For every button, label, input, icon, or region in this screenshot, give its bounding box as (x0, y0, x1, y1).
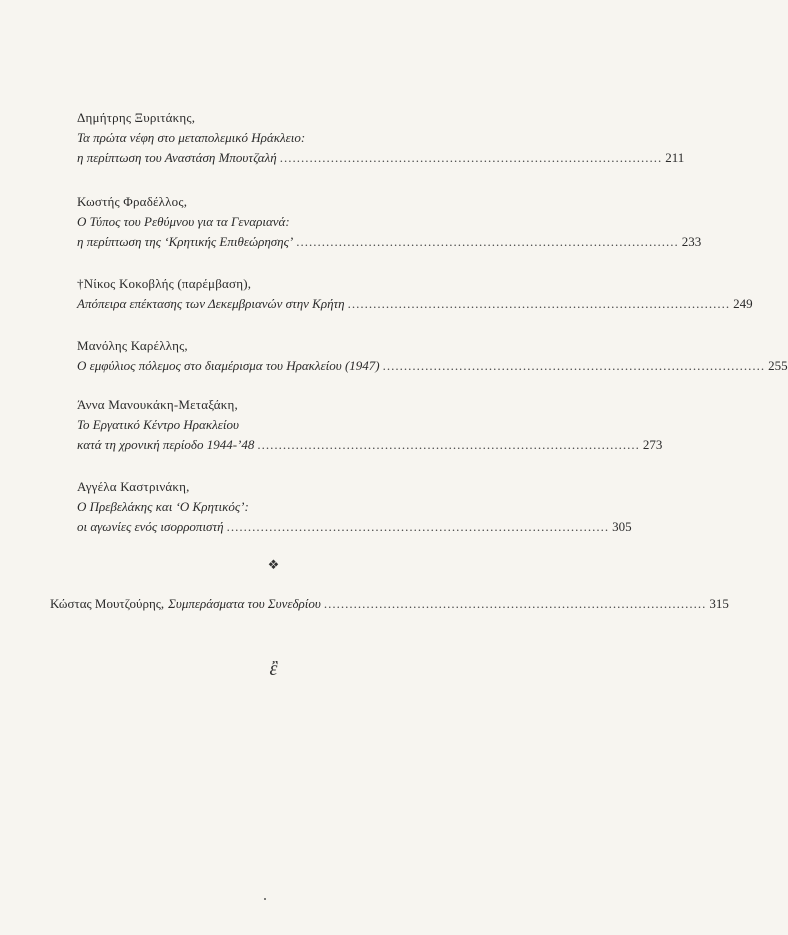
end-mark: ἒ (269, 658, 278, 680)
entry-author: Κωστής Φραδέλλος, (77, 194, 188, 209)
entry-last-line (77, 435, 663, 455)
page-number: 305 (612, 519, 632, 534)
page-number: 211 (665, 150, 685, 165)
page-number: 273 (642, 437, 663, 452)
leader-dots: .......................................................................................... (296, 234, 679, 249)
entry-author: Αγγέλα Καστρινάκη, (77, 479, 190, 494)
entry-author: Μανόλης Καρέλλης, (77, 338, 188, 353)
entry-author: Άννα Μανουκάκη-Μεταξάκη, (77, 397, 238, 412)
entry-title-line: Τα πρώτα νέφη στο μεταπολεμικό Ηράκλειο: (77, 130, 306, 145)
leader-dots: .......................................................................................... (257, 437, 640, 452)
entry-last-line (77, 517, 632, 537)
entry-title-end: κατά τη χρονική περίοδο 1944-’48 (77, 437, 255, 452)
leader-dots: .......................................................................................... (279, 150, 663, 165)
toc-entry-conclusions (50, 594, 729, 614)
toc-entry (77, 274, 753, 314)
entry-title-line: Ο Πρεβελάκης και ‘Ο Κρητικός’: (77, 499, 249, 514)
leader-dots: .......................................................................................... (226, 519, 610, 534)
entry-title-end: η περίπτωση της ‘Κρητικής Επιθεώρησης’ (77, 234, 294, 249)
page-speck (264, 898, 266, 900)
entry-author: Δημήτρης Ξυριτάκης, (77, 110, 196, 125)
page-number: 233 (681, 234, 702, 249)
entry-last-line (77, 232, 702, 252)
leader-dots: .......................................................................................... (382, 358, 766, 373)
entry-title-end: η περίπτωση του Αναστάση Μπουτζαλή (77, 150, 277, 165)
page-number: 315 (709, 596, 729, 611)
toc-entry (77, 395, 663, 455)
entry-last-line (77, 148, 685, 168)
entry-title: Συμπεράσματα του Συνεδρίου (168, 596, 321, 611)
toc-entry (77, 336, 788, 376)
leader-dots: .......................................................................................... (323, 596, 707, 611)
entry-title-end: οι αγωνίες ενός ισορροπιστή (77, 519, 224, 534)
page-number: 255 (768, 358, 788, 373)
entry-title-line: Ο Τύπος του Ρεθύμνου για τα Γεναριανά: (77, 214, 290, 229)
entry-title-line: Το Εργατικό Κέντρο Ηρακλείου (77, 417, 239, 432)
toc-entry (77, 108, 685, 168)
entry-author: †Νίκος Κοκοβλής (παρέμβαση), (77, 276, 252, 291)
entry-title-end: Ο εμφύλιος πόλεμος στο διαμέρισμα του Ηρακλείου (1947) (77, 358, 380, 373)
entry-last-line (77, 294, 753, 314)
entry-last-line (77, 356, 788, 376)
entry-last-line (50, 594, 729, 614)
toc-entry (77, 477, 632, 537)
page-number: 249 (733, 296, 753, 311)
entry-title-end: Απόπειρα επέκτασης των Δεκεμβριανών στην Κρήτη (77, 296, 345, 311)
leader-dots: .......................................................................................... (347, 296, 731, 311)
ornament-divider: ❖ (267, 557, 280, 572)
toc-entry (77, 192, 702, 252)
entry-author: Κώστας Μουτζούρης, (50, 596, 165, 611)
